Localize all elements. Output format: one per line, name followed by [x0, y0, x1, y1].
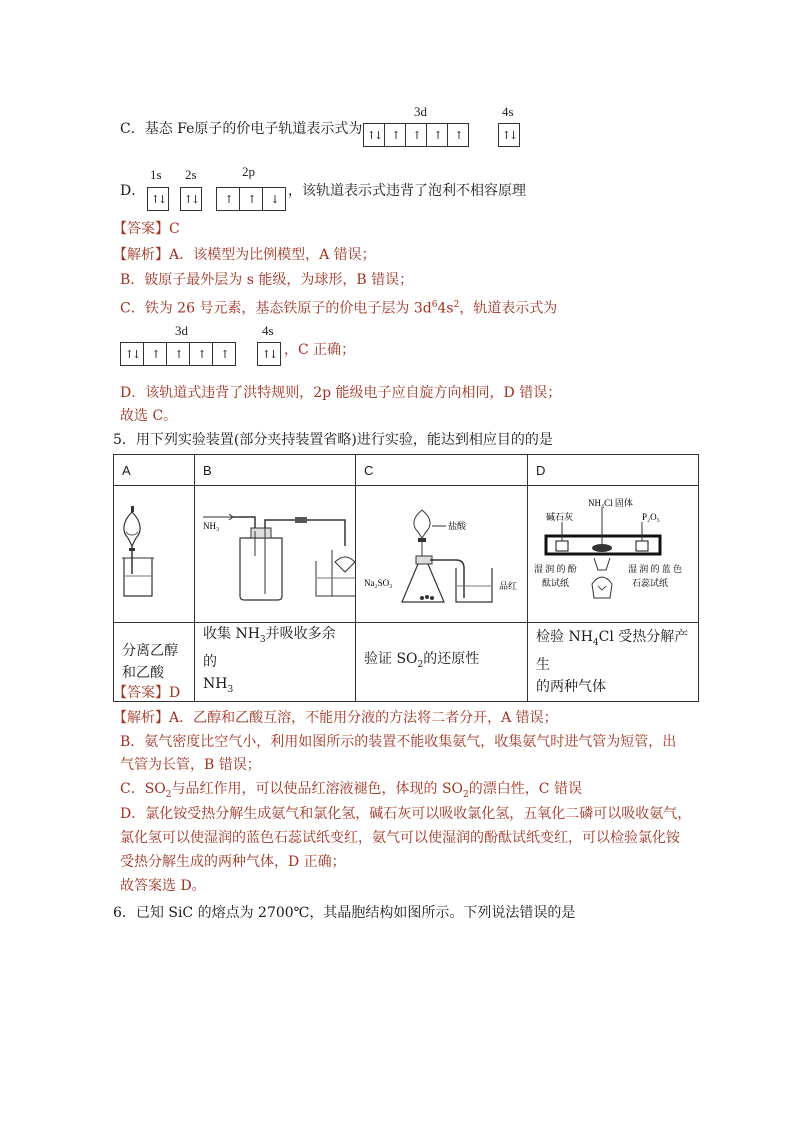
label-wet-litmus-1: 湿 润 的 蓝 色 [628, 564, 683, 574]
orbital-box: ↑↓ [150, 192, 166, 206]
orbital-box: ↑ [385, 124, 406, 146]
q4-analysis-a: 【解析】A．该模型为比例模型，A 错误； [113, 247, 376, 263]
label-soda-lime: 碱石灰 [546, 512, 574, 522]
option-d-text: ，该轨道表示式违背了泡利不相容原理 [288, 183, 526, 199]
orbital-box: ↑↓ [121, 343, 144, 365]
orbital-box: ↑ [217, 188, 240, 210]
q5-analysis-c: C．$SO_2$与品红作用，可以使品红溶液褪色，体现的 $SO_2$的漂白性，C 错误 [120, 781, 582, 800]
table-header-c: C [356, 455, 528, 486]
option-d-prefix: D． [120, 183, 146, 199]
orbital-label-2s: 2s [185, 167, 197, 182]
q5-conclusion: 故答案选 D。 [120, 878, 206, 894]
q5-stem: 5．用下列实验装置(部分夹持装置省略)进行实验，能达到相应目的的是 [113, 432, 553, 448]
q5-options-table [113, 454, 699, 702]
figure-b-gas-collection [195, 486, 355, 618]
q4-analysis-d: D．该轨道式违背了洪特规则，2p 能级电子应自旋方向相同，D 错误； [120, 385, 562, 401]
option-c-text: C．基态 Fe原子的价电子轨道表示式为 [120, 121, 363, 137]
figure-c-cell [356, 486, 528, 623]
orbital-box: ↑ [167, 343, 190, 365]
q4-answer: 【答案】C [113, 221, 180, 237]
q5-analysis-d3: 受热分解生成的两种气体，D 正确； [120, 854, 346, 870]
orbital-label-1s: 1s [150, 167, 162, 182]
figure-d-cell [528, 486, 699, 623]
orbital-2p-boxes [216, 187, 286, 211]
orbital-label-3d: 3d [414, 104, 427, 119]
q5-analysis-b1: B．氨气密度比空气小，利用如图所示的装置不能收集氨气，收集氨气时进气管为短管，出 [120, 734, 677, 750]
orbital-box: ↑↓ [501, 128, 517, 142]
caption-c: 验证 $SO_2$的还原性 [356, 623, 528, 702]
orbital-3d-boxes [363, 123, 469, 147]
label-wet-phenolphthalein-2: 酞试纸 [542, 578, 570, 588]
figure-c-flask-apparatus [356, 486, 526, 618]
orbital-2s-box [180, 187, 202, 211]
orbital-box: ↑ [427, 124, 448, 146]
label-nh3: NH₃ [203, 521, 220, 531]
orbital-label-4s: 4s [502, 104, 514, 119]
figure-a-cell [114, 486, 195, 623]
orbital-box: ↑↓ [183, 192, 199, 206]
table-header-b: B [195, 455, 356, 486]
orbital-box: ↑↓ [364, 124, 385, 146]
figure-b-cell [195, 486, 356, 623]
q6-stem: 6．已知 SiC 的熔点为 2700℃，其晶胞结构如图所示。下列说法错误的是 [113, 905, 576, 921]
orbital-box: ↑ [454, 128, 462, 142]
table-header-a: A [114, 455, 195, 486]
orbital-box: ↑ [220, 347, 228, 361]
figure-d-heating-tube [528, 486, 696, 618]
orbital-1s-box [147, 187, 169, 211]
q4-analysis-b: B．铍原子最外层为 s 能级，为球形，B 错误； [120, 272, 414, 288]
label-hydrochloric-acid: 盐酸 [448, 521, 467, 531]
orbital-4s-box [498, 123, 520, 147]
orbital-box: ↑ [144, 343, 167, 365]
label-wet-phenolphthalein-1: 湿 润 的 酚 [534, 564, 577, 574]
q5-analysis-d1: D．氯化铵受热分解生成氨气和氯化氢，碱石灰可以吸收氯化氢，五氧化二磷可以吸收氨气， [120, 806, 692, 822]
q4-analysis-c1: C．铁为 26 号元素，基态铁原子的价电子层为 $3d^64s^2$，轨道表示式为 [120, 300, 558, 317]
q5-analysis-b2: 气管为长管，B 错误； [120, 757, 261, 773]
figure-a-separatory-funnel [114, 486, 194, 618]
orbital-3d-boxes [120, 342, 236, 366]
q5-answer: 【答案】D [113, 685, 181, 701]
orbital-box: ↑ [190, 343, 213, 365]
q5-analysis-a: 【解析】A．乙醇和乙酸互溶，不能用分液的方法将二者分开，A 错误； [113, 710, 558, 726]
q4-conclusion: 故选 C。 [120, 408, 178, 424]
caption-b: 收集 $NH_3$并吸收多余的 $NH_3$ [195, 623, 356, 702]
label-nh4cl-solid: NH₄Cl 固体 [588, 498, 633, 508]
caption-a: 分离乙醇 和乙酸 [114, 623, 195, 702]
label-wet-litmus-2: 石蕊试纸 [632, 578, 669, 588]
q4-analysis-c2: ，C 正确； [284, 342, 356, 358]
label-fuchsine: 品红 [499, 581, 518, 591]
table-header-d: D [528, 455, 699, 486]
orbital-box: ↑ [406, 124, 427, 146]
q5-analysis-d2: 氯化氢可以使湿润的蓝色石蕊试纸变红，氨气可以使湿润的酚酞试纸变红，可以检验氯化铵 [120, 830, 680, 846]
orbital-4s-box [257, 342, 281, 366]
orbital-label-4s: 4s [262, 323, 274, 338]
orbital-box: ↑↓ [261, 347, 277, 361]
orbital-box: ↑ [240, 188, 263, 210]
caption-d: 检验 $NH_4Cl$ 受热分解产生 的两种气体 [528, 623, 699, 702]
orbital-label-2p: 2p [242, 164, 255, 179]
label-sodium-sulfite: Na₂SO₃ [364, 578, 393, 588]
orbital-label-3d: 3d [175, 323, 188, 338]
orbital-box: ↓ [270, 192, 278, 206]
label-p2o5: P₂O₅ [642, 512, 660, 522]
